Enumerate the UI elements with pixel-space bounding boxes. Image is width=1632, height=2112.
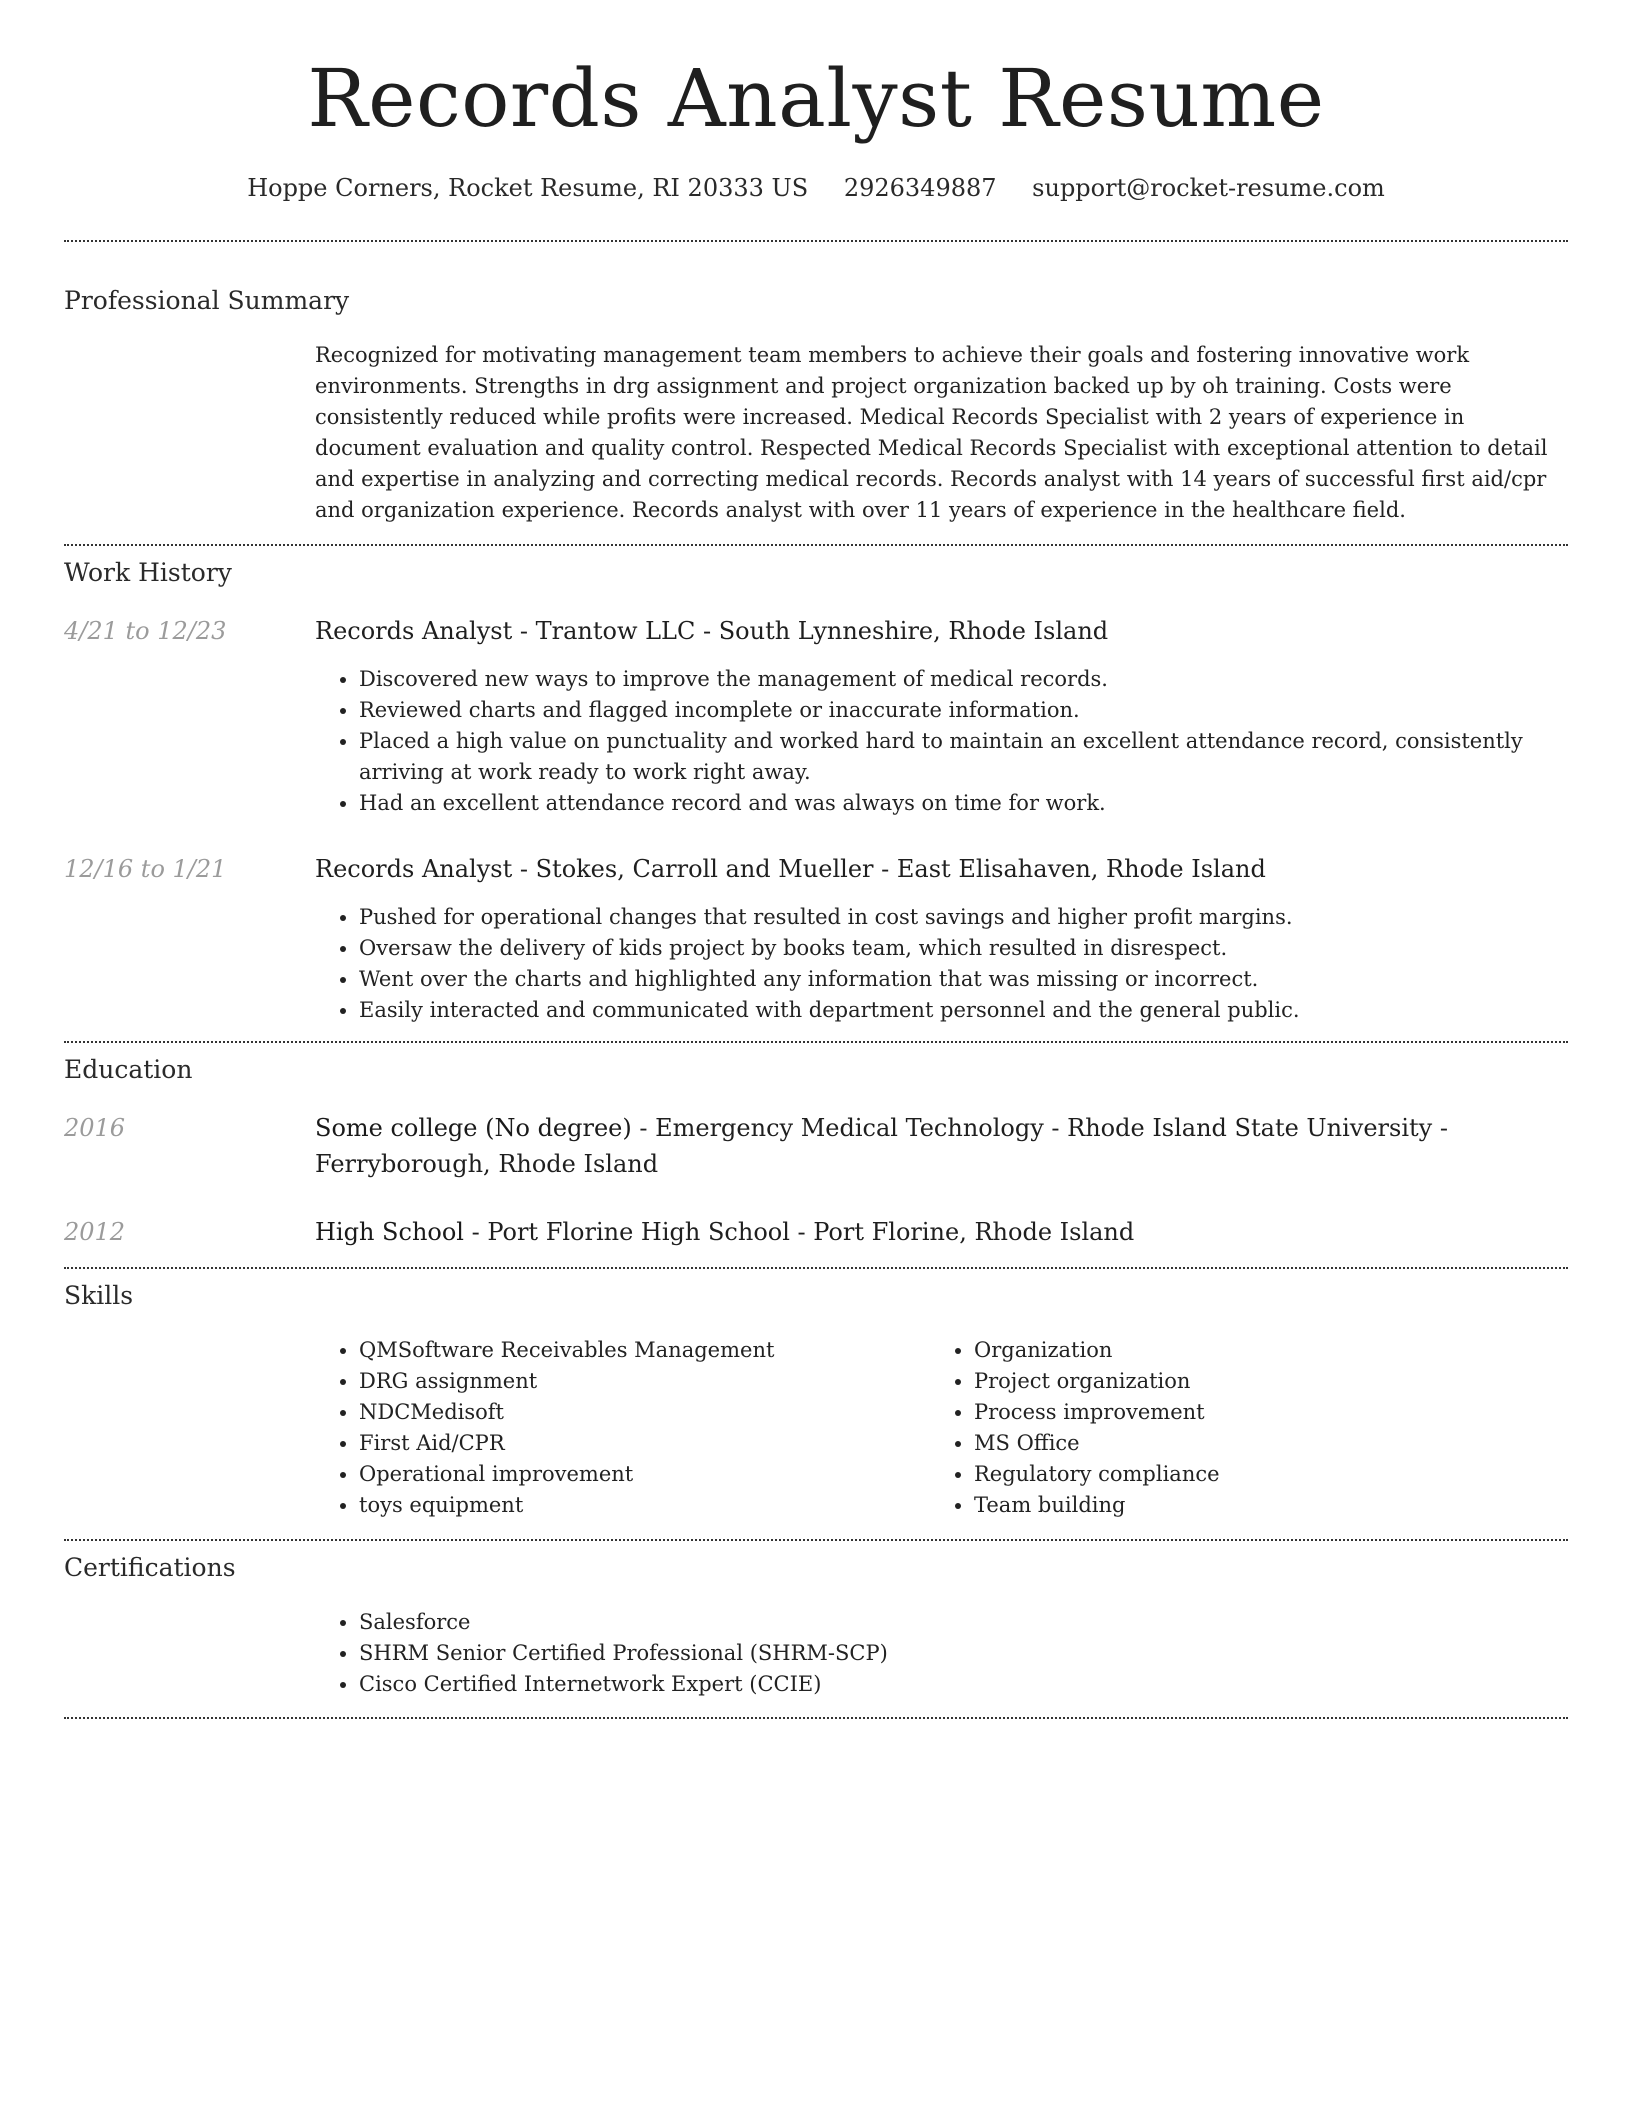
section-divider [64,544,1568,546]
section-divider [64,1539,1568,1541]
education-heading: Education [64,1055,193,1084]
skill-item: • Operational improvement [359,1459,930,1490]
skill-item: • Project organization [974,1366,1545,1397]
section-divider [64,240,1568,242]
job-dates: 12/16 to 1/21 [64,855,227,883]
summary-heading: Professional Summary [64,286,350,315]
skill-item: • Process improvement [974,1397,1545,1428]
education-year: 2016 [64,1114,126,1142]
skill-item: • First Aid/CPR [359,1428,930,1459]
skills-list-right [930,1335,1545,1521]
education-entry [315,1214,1565,1250]
skill-item: • NDCMedisoft [359,1397,930,1428]
skill-item: • Organization [974,1335,1545,1366]
contact-line [64,168,1568,208]
job-bullet: • Discovered new ways to improve the management of medical records. [359,664,1565,695]
contact-address: Hoppe Corners, Rocket Resume, RI 20333 US [247,174,809,202]
job-bullet: • Had an excellent attendance record and was always on time for work. [359,788,1565,819]
skill-item: • QMSoftware Receivables Management [359,1335,930,1366]
certification-item: • Cisco Certified Internetwork Expert (CCIE) [359,1669,1565,1700]
section-divider [64,1717,1568,1719]
certification-item: • Salesforce [359,1607,1565,1638]
job-bullets [315,902,1565,1026]
education-year: 2012 [64,1218,126,1246]
job-bullet: • Went over the charts and highlighted any information that was missing or incorrect. [359,964,1565,995]
certifications-list [315,1607,1565,1700]
summary-text: Recognized for motivating management team members to achieve their goals and fostering innovative work environments. Strengths in drg assignment and project organization backed up by oh training. Costs were consistently reduced while profits were increased. Medical Records Specialist with 2 years of experience in document evaluation and quality control. Respected Medical Records Specialist with exceptional attention to detail and expertise in analyzing and correcting medical records. Records analyst with 14 years of successful first aid/cpr and organization experience. Records analyst with over 11 years of experience in the healthcare field. [315,343,1548,522]
education-degree: High School [315,1218,464,1246]
skill-item: • DRG assignment [359,1366,930,1397]
contact-email: support@rocket-resume.com [1032,174,1385,202]
section-divider [64,1041,1568,1043]
skill-item: • toys equipment [359,1490,930,1521]
education-details: - Port Florine High School - Port Florine, Rhode Island [463,1218,1135,1246]
education-degree: Some college (No degree) [315,1114,632,1142]
skill-item: • MS Office [974,1428,1545,1459]
job-bullets [315,664,1565,819]
job-bullet: • Easily interacted and communicated with department personnel and the general public. [359,995,1565,1026]
resume-title: Records Analyst Resume [307,52,1325,145]
job-title: Records Analyst - Stokes, Carroll and Mueller - East Elisahaven, Rhode Island [315,855,1266,883]
job-title: Records Analyst - Trantow LLC - South Lynneshire, Rhode Island [315,617,1109,645]
contact-phone: 2926349887 [843,174,997,202]
skills-heading: Skills [64,1281,134,1310]
skill-item: • Team building [974,1490,1545,1521]
skills-list-left [315,1335,930,1521]
education-details: - Emergency Medical Technology - Rhode Island State University - Ferryborough, Rhode Island [315,1114,1448,1178]
job-bullet: • Oversaw the delivery of kids project by books team, which resulted in disrespect. [359,933,1565,964]
job-bullet: • Pushed for operational changes that resulted in cost savings and higher profit margins. [359,902,1565,933]
job-bullet: • Reviewed charts and flagged incomplete or inaccurate information. [359,695,1565,726]
certifications-heading: Certifications [64,1553,236,1582]
job-bullet: • Placed a high value on punctuality and worked hard to maintain an excellent attendance record, consistently arriving at work ready to work right away. [359,726,1565,788]
work-history-heading: Work History [64,558,232,587]
certification-item: • SHRM Senior Certified Professional (SHRM-SCP) [359,1638,1565,1669]
section-divider [64,1267,1568,1269]
job-dates: 4/21 to 12/23 [64,617,227,645]
education-entry [315,1110,1565,1182]
skill-item: • Regulatory compliance [974,1459,1545,1490]
